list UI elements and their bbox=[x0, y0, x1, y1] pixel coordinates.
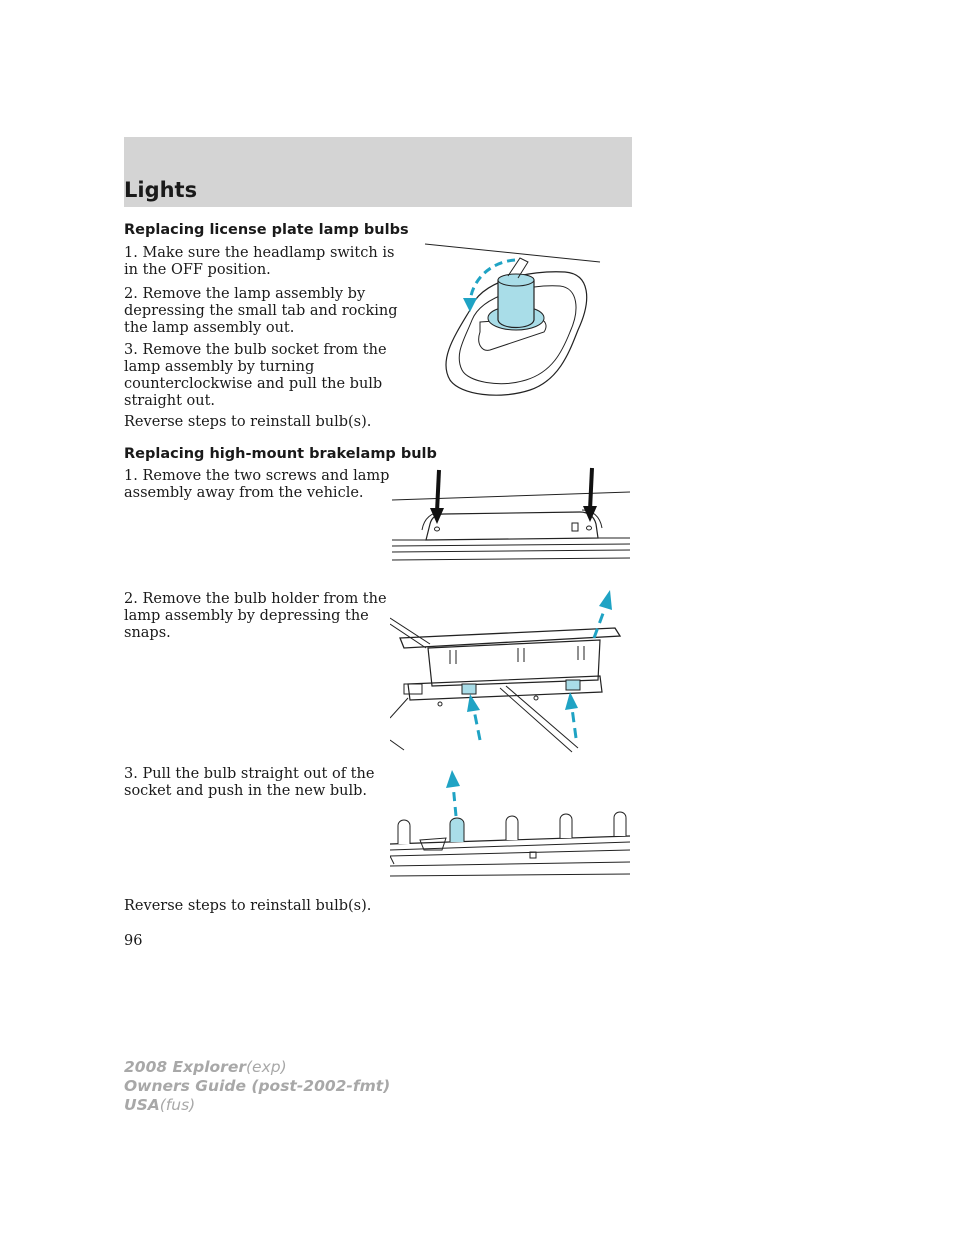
brakelamp-reverse-note: Reverse steps to reinstall bulb(s). bbox=[124, 898, 372, 914]
brakelamp-screws-illustration bbox=[392, 460, 632, 570]
license-step-1: 1. Make sure the headlamp switch is in the OFF position. bbox=[124, 245, 395, 278]
page-number: 96 bbox=[124, 933, 143, 949]
brakelamp-step-1: 1. Remove the two screws and lamp assembly away from the vehicle. bbox=[124, 468, 390, 501]
dashed-arrow-icon bbox=[446, 770, 460, 816]
brakelamp-step-3: 3. Pull the bulb straight out of the socket and push in the new bulb. bbox=[124, 766, 375, 799]
license-reverse-note: Reverse steps to reinstall bulb(s). bbox=[124, 414, 372, 430]
brakelamp-heading: Replacing high-mount brakelamp bulb bbox=[124, 446, 437, 462]
bulb-removal-illustration bbox=[390, 770, 632, 886]
dashed-arrow-icon bbox=[467, 590, 612, 740]
section-header-band bbox=[124, 137, 632, 207]
footer: 2008 Explorer(exp) Owners Guide (post-2002-fmt) USA(fus) bbox=[124, 1058, 391, 1114]
license-step-2: 2. Remove the lamp assembly by depressing the small tab and rocking the lamp assembly out. bbox=[124, 286, 398, 336]
license-plate-lamp-illustration bbox=[420, 240, 620, 410]
section-title: Lights bbox=[124, 178, 198, 202]
license-plate-heading: Replacing license plate lamp bulbs bbox=[124, 222, 409, 238]
license-step-3: 3. Remove the bulb socket from the lamp assembly by turning counterclockwise and pull the bulb straight out. bbox=[124, 342, 387, 409]
bulb-holder-snaps-illustration bbox=[390, 588, 630, 756]
brakelamp-step-2: 2. Remove the bulb holder from the lamp assembly by depressing the snaps. bbox=[124, 591, 387, 641]
